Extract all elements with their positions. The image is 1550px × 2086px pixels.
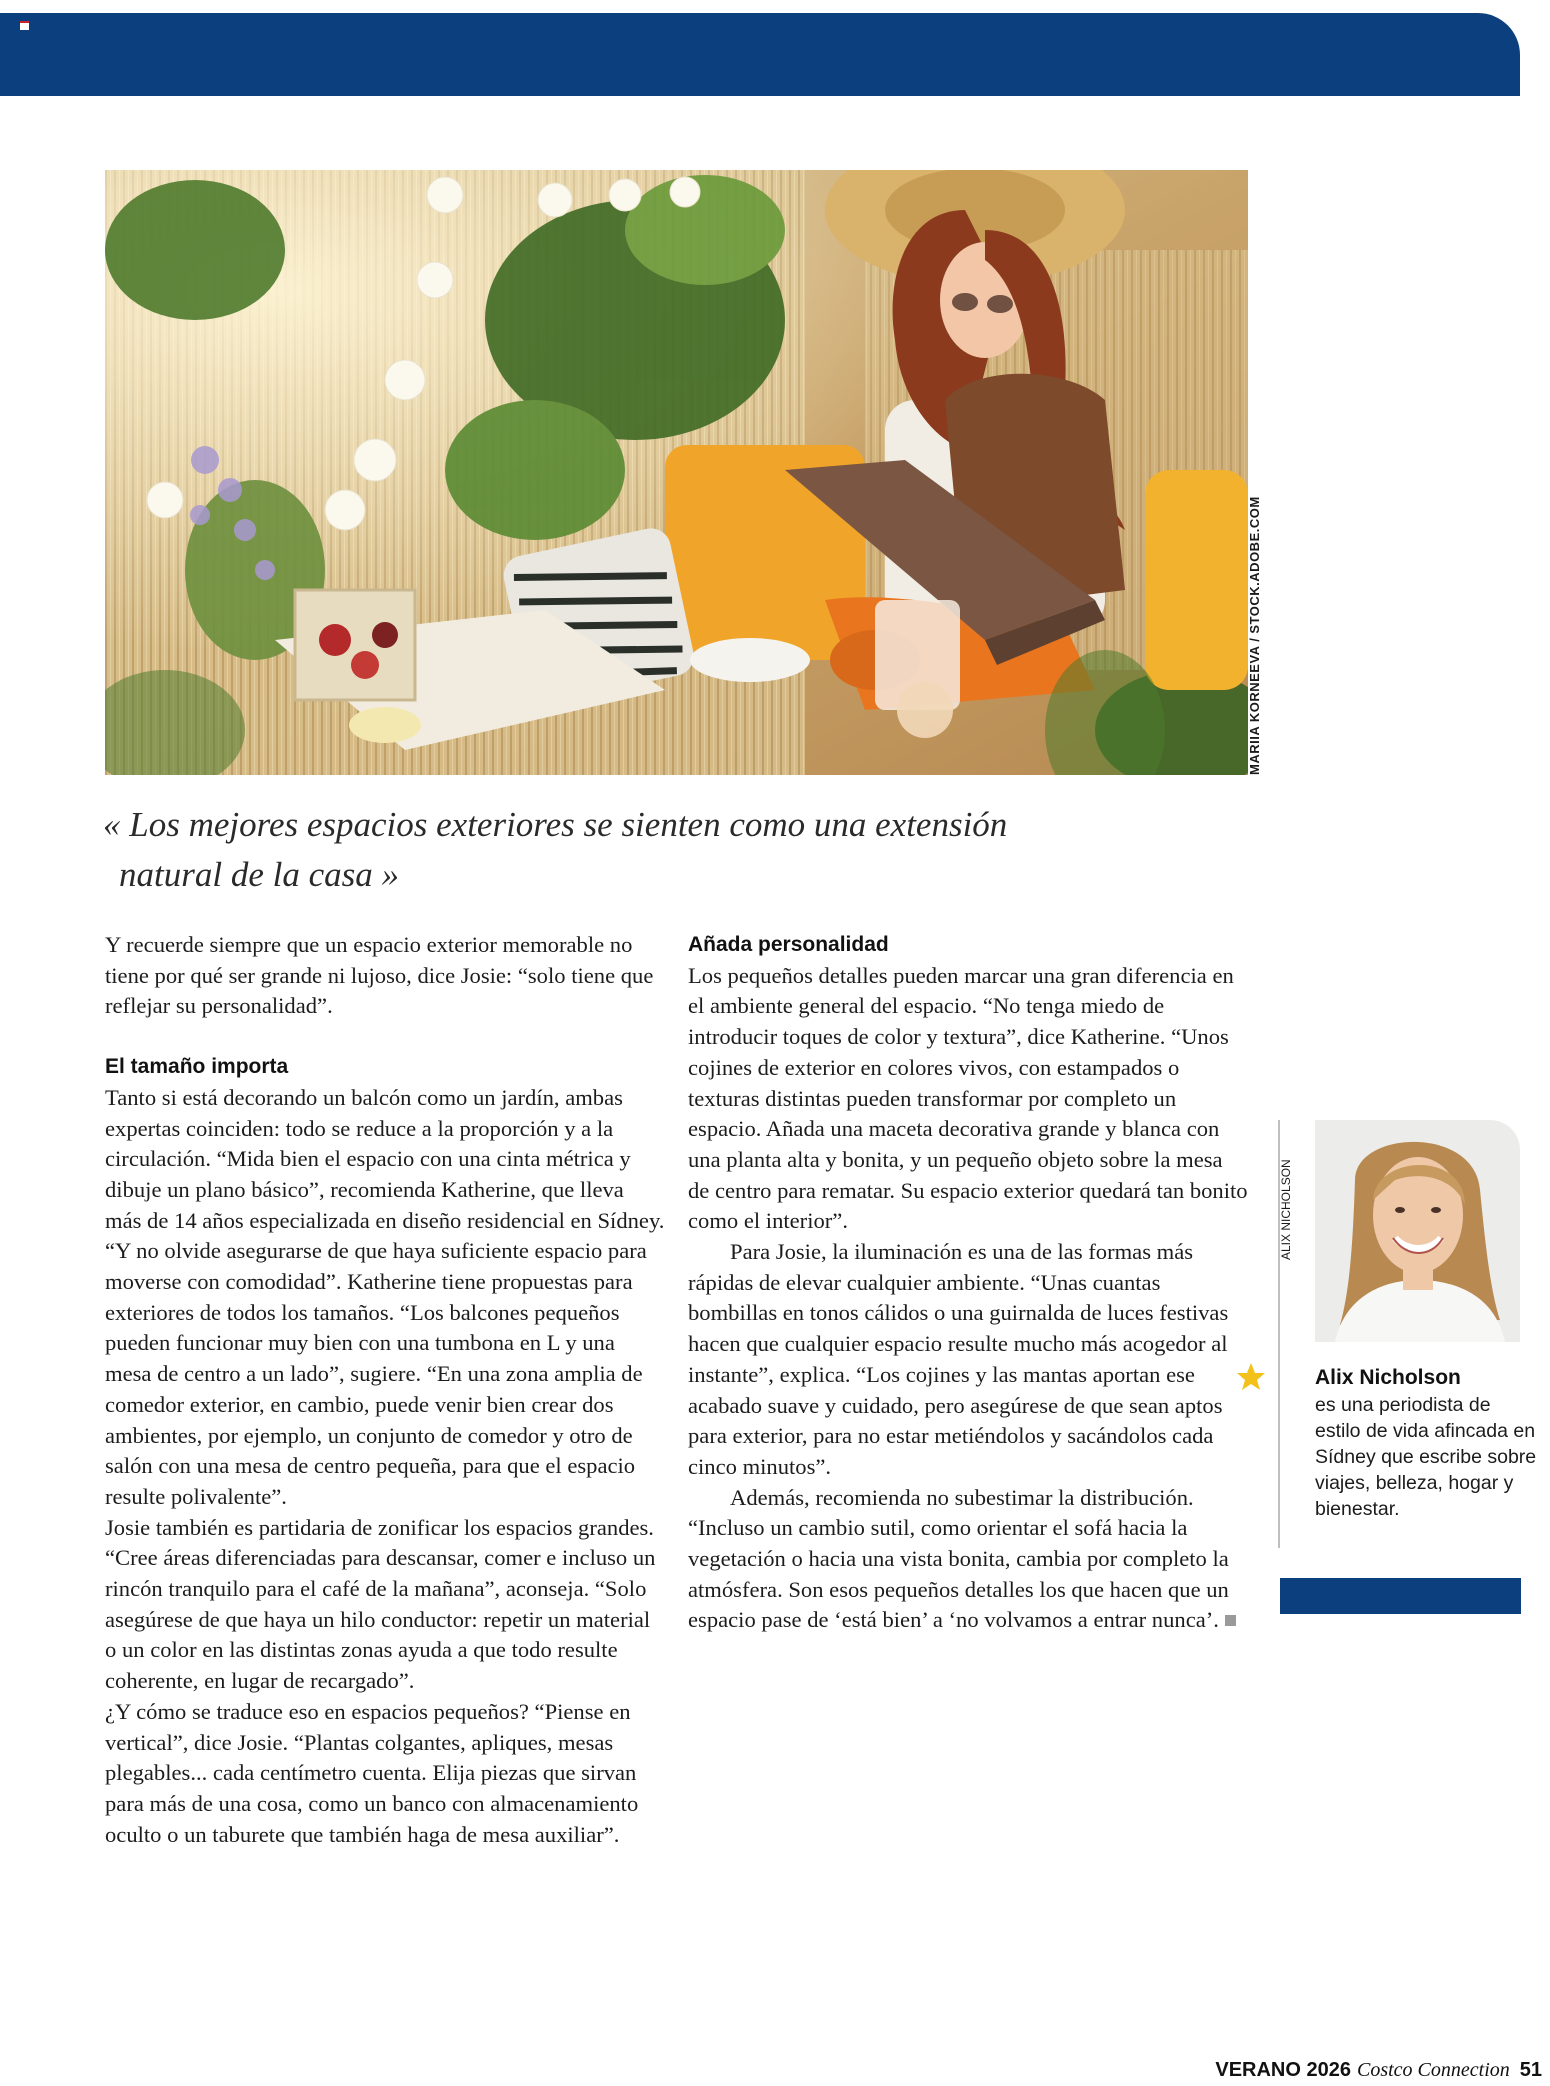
flag-icon bbox=[20, 21, 29, 30]
paragraph: Los pequeños detalles pueden marcar una gran diferencia en el ambiente general del espacio. “No tenga miedo de introducir toques de color y textura”, dice Katherine. “Unos cojines de exterior en colores vivos, con estampados o texturas distintas pueden transformar por completo un espacio. Añada una maceta decorativa grande y blanca con una planta alta y bonita, y un pequeño objeto sobre la mesa de centro para rematar. Su espacio exterior quedará tan bonito como el interior”. bbox=[688, 962, 1248, 1234]
author-name: Alix Nicholson bbox=[1315, 1366, 1461, 1389]
paragraph: Tanto si está decorando un balcón como un jardín, ambas expertas coinciden: todo se reduce a la proporción y a la circulación. “Mida bien el espacio con una cinta métrica y dibuje un plano básico”, recomienda Katherine, que lleva más de 14 años especializada en diseño residencial en Sídney. “Y no olvide asegurarse de que haya suficiente espacio para moverse con comodidad”. Katherine tiene propuestas para exteriores de todos los tamaños. “Los balcones pequeños pueden funcionar muy bien con una tumbona en L y una mesa de centro a un lado”, sugiere. “En una zona amplia de comedor exterior, en cambio, puede venir bien crear dos ambientes, por ejemplo, un conjunto de comedor y otro de salón con una mesa de centro pequeña, para que el espacio resulte polivalente”. bbox=[105, 1084, 665, 1509]
pull-quote-line-1: « Los mejores espacios exteriores se sienten como una extensión bbox=[103, 805, 1008, 844]
author-bio-text: es una periodista de estilo de vida afincada en Sídney que escribe sobre viajes, belleza, hogar y bienestar. bbox=[1315, 1394, 1537, 1520]
paragraph-final-text: Además, recomienda no subestimar la distribución. “Incluso un cambio sutil, como orientar el sofá hacia la vegetación o hacia una vista bonita, cambia por completo la atmósfera. Son esos pequeños detalles los que hacen que un espacio pase de ‘está bien’ a ‘no volvamos a entrar nunca’. bbox=[688, 1484, 1229, 1633]
page-number: 51 bbox=[1519, 2059, 1542, 2081]
paragraph: Josie también es partidaria de zonificar los espacios grandes. “Cree áreas diferenciadas para descansar, comer e incluso un rincón tranquilo para el café de la mañana”, aconseja. “Solo asegúrese de que haya un hilo conductor: repetir un material o un color en las distintas zonas ayuda a que todo resulte coherente, en lugar de recargado”. bbox=[105, 1514, 656, 1694]
section-heading-personality: Añada personalidad bbox=[688, 933, 889, 956]
page-footer bbox=[1215, 2058, 1542, 2082]
footer-magazine: Costco Connection bbox=[1356, 2059, 1510, 2081]
paragraph: ¿Y cómo se traduce eso en espacios pequeños? “Piense en vertical”, dice Josie. “Plantas colgantes, apliques, mesas plegables... cada centímetro cuenta. Elija piezas que sirvan para más de una cosa, como un banco con almacenamiento oculto o un taburete que también haga de mesa auxiliar”. bbox=[105, 1698, 639, 1847]
star-icon bbox=[1236, 1362, 1266, 1392]
paragraph: Para Josie, la iluminación es una de las formas más rápidas de elevar cualquier ambiente. “Unas cuantas bombillas en tonos cálidos o una guirnalda de luces festivas hacen que cualquier espacio resulte mucho más acogedor al instante”, explica. “Los cojines y las mantas aportan ese acabado suave y cuidado, pero asegúrese de que sean aptos para exterior, para no estar metiéndolos y sacándolos cada cinco minutos”. bbox=[688, 1239, 1229, 1479]
paragraph-final bbox=[688, 1483, 1248, 1637]
photo-credit: MARIIA KORNEEVA / STOCK.ADOBE.COM bbox=[1247, 496, 1262, 775]
author-photo bbox=[1315, 1120, 1520, 1342]
article-left-column bbox=[105, 930, 665, 1850]
pull-quote bbox=[103, 800, 1183, 900]
top-banner bbox=[0, 13, 1520, 96]
bio-photo-credit: ALIX NICHOLSON bbox=[1279, 1159, 1293, 1260]
end-square-icon bbox=[1225, 1615, 1236, 1626]
bio-accent-bar bbox=[1280, 1578, 1521, 1614]
hero-photo bbox=[105, 170, 1248, 775]
article-middle-column bbox=[688, 930, 1248, 1636]
footer-season: VERANO 2026 bbox=[1215, 2059, 1351, 2081]
intro-paragraph: Y recuerde siempre que un espacio exterior memorable no tiene por qué ser grande ni lujoso, dice Josie: “solo tiene que reflejar su personalidad”. bbox=[105, 932, 654, 1019]
pull-quote-line-2: natural de la casa » bbox=[119, 855, 399, 894]
section-heading-size: El tamaño importa bbox=[105, 1055, 289, 1079]
